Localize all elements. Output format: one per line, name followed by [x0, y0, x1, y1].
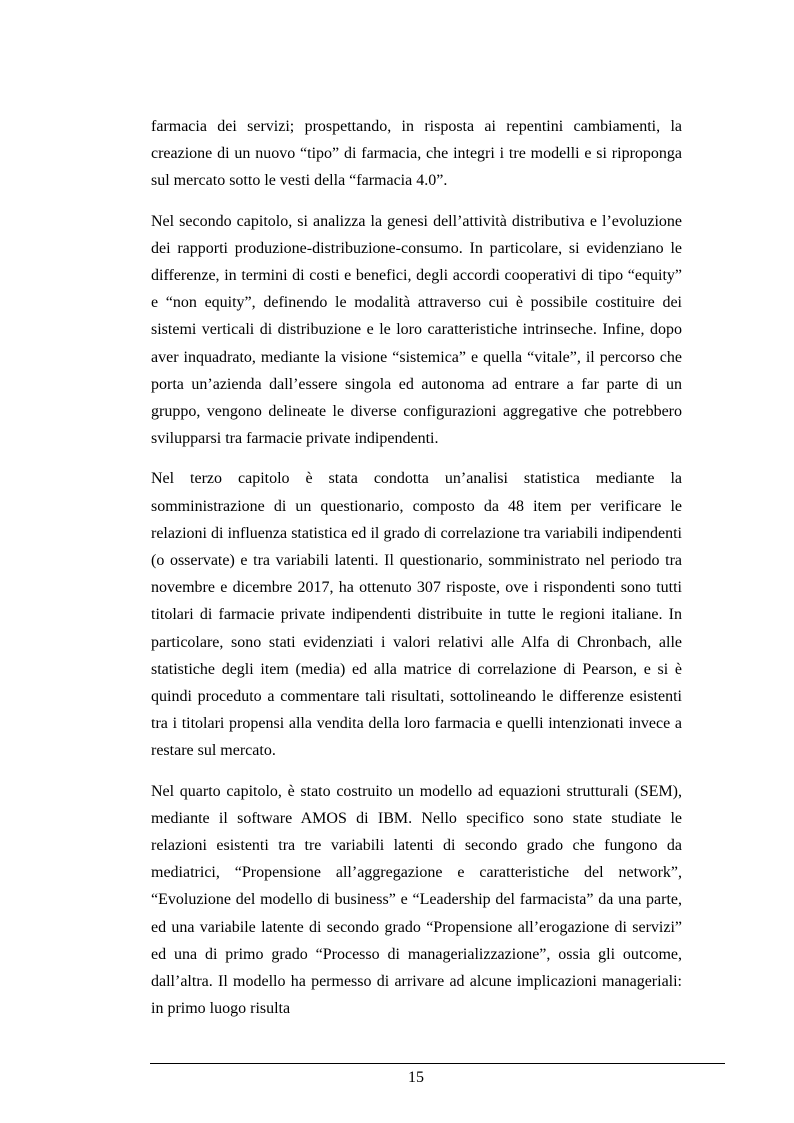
page-number: 15 [408, 1069, 424, 1086]
paragraph-third-chapter: Nel terzo capitolo è stata condotta un’analisi statistica mediante la somministrazione di un questionario, composto da 48 item per verificare le relazioni di influenza statistica ed il grado di correlazione tra variabili indipendenti (o osservate) e tra variabili latenti. Il questionario, somministrato nel periodo tra novembre e dicembre 2017, ha ottenuto 307 risposte, ove i rispondenti sono tutti titolari di farmacie private indipendenti distribuite in tutte le regioni italiane. In particolare, sono stati evidenziati i valori relativi alle Alfa di Chronbach, alle statistiche degli item (media) ed alla matrice di correlazione di Pearson, e si è quindi proceduto a commentare tali risultati, sottolineando le differenze esistenti tra i titolari propensi alla vendita della loro farmacia e quelli intenzionati invece a restare sul mercato. [151, 470, 682, 760]
paragraph-second-chapter: Nel secondo capitolo, si analizza la genesi dell’attività distributiva e l’evoluzione dei rapporti produzione-distribuzione-consumo. In particolare, si evidenziano le differenze, in termini di costi e benefici, degli accordi cooperativi di tipo “equity” e “non equity”, definendo le modalità attraverso cui è possibile costituire dei sistemi verticali di distribuzione e le loro caratteristiche intrinseche. Infine, dopo aver inquadrato, mediante la visione “sistemica” e quella “vitale”, il percorso che porta un’azienda dall’essere singola ed autonoma ad entrare a far parte di un gruppo, vengono delineate le diverse configurazioni aggregative che potrebbero svilupparsi tra farmacie private indipendenti. [151, 212, 682, 448]
footer-divider [150, 1063, 725, 1064]
paragraph-fourth-chapter: Nel quarto capitolo, è stato costruito un modello ad equazioni strutturali (SEM), mediante il software AMOS di IBM. Nello specifico sono state studiate le relazioni esistenti tra tre variabili latenti di secondo grado che fungono da mediatrici, “Propensione all’aggregazione e caratteristiche del network”, “Evoluzione del modello di business” e “Leadership del farmacista” da una parte, ed una variabile latente di secondo grado “Propensione all’erogazione di servizi” ed una di primo grado “Processo di managerializzazione”, ossia gli outcome, dall’altra. Il modello ha permesso di arrivare ad alcune implicazioni manageriali: in primo luogo risulta [151, 782, 682, 1018]
paragraph-intro-continuation: farmacia dei servizi; prospettando, in risposta ai repentini cambiamenti, la creazione di un nuovo “tipo” di farmacia, che integri i tre modelli e si riproponga sul mercato sotto le vesti della “farmacia 4.0”. [151, 118, 682, 190]
body-text [151, 113, 682, 1036]
